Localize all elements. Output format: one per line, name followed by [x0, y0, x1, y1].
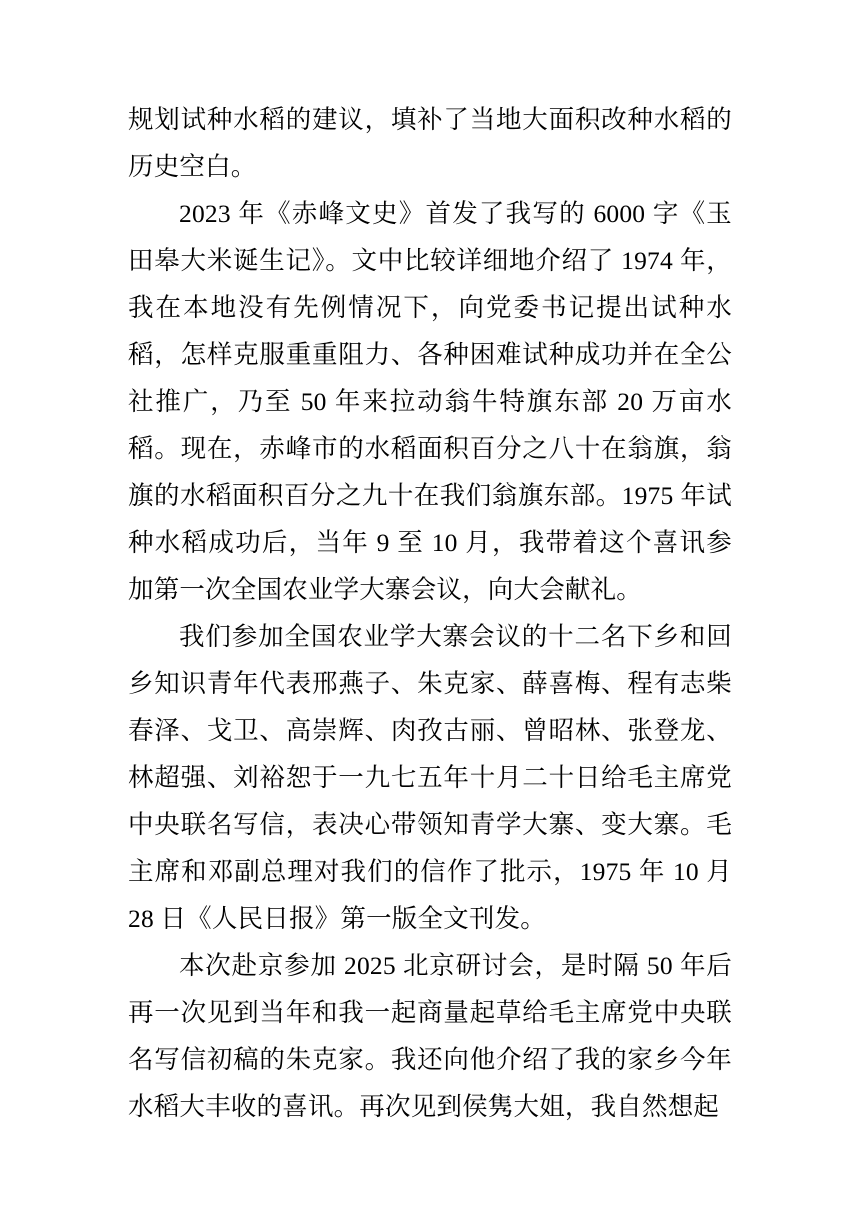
paragraph: 规划试种水稻的建议，填补了当地大面积改种水稻的历史空白。: [128, 105, 732, 181]
paragraph: 我们参加全国农业学大寨会议的十二名下乡和回乡知识青年代表邢燕子、朱克家、薛喜梅、程有志柴春泽、戈卫、高崇辉、肉孜古丽、曾昭林、张登龙、林超强、刘裕恕于一九七五年十月二十日给毛主席党中央联名写信，表决心带领知青学大寨、变大寨。毛主席和邓副总理对我们的信作了批示，1975 年 10 月 28 日《人民日报》第一版全文刊发。: [128, 622, 732, 933]
paragraph: 本次赴京参加 2025 北京研讨会，是时隔 50 年后再一次见到当年和我一起商量起草给毛主席党中央联名写信初稿的朱克家。我还向他介绍了我的家乡今年水稻大丰收的喜讯。再次见到侯隽大姐，我自然想起: [128, 951, 732, 1121]
paragraph: 2023 年《赤峰文史》首发了我写的 6000 字《玉田皋大米诞生记》。文中比较详细地介绍了 1974 年，我在本地没有先例情况下，向党委书记提出试种水稻，怎样克服重重阻力、各种困难试种成功并在全公社推广，乃至 50 年来拉动翁牛特旗东部 20 万亩水稻。现在，赤峰市的水稻面积百分之八十在翁旗，翁旗的水稻面积百分之九十在我们翁旗东部。1975 年试种水稻成功后，当年 9 至 10 月，我带着这个喜讯参加第一次全国农业学大寨会议，向大会献礼。: [128, 199, 732, 604]
document-body: [128, 96, 732, 1130]
